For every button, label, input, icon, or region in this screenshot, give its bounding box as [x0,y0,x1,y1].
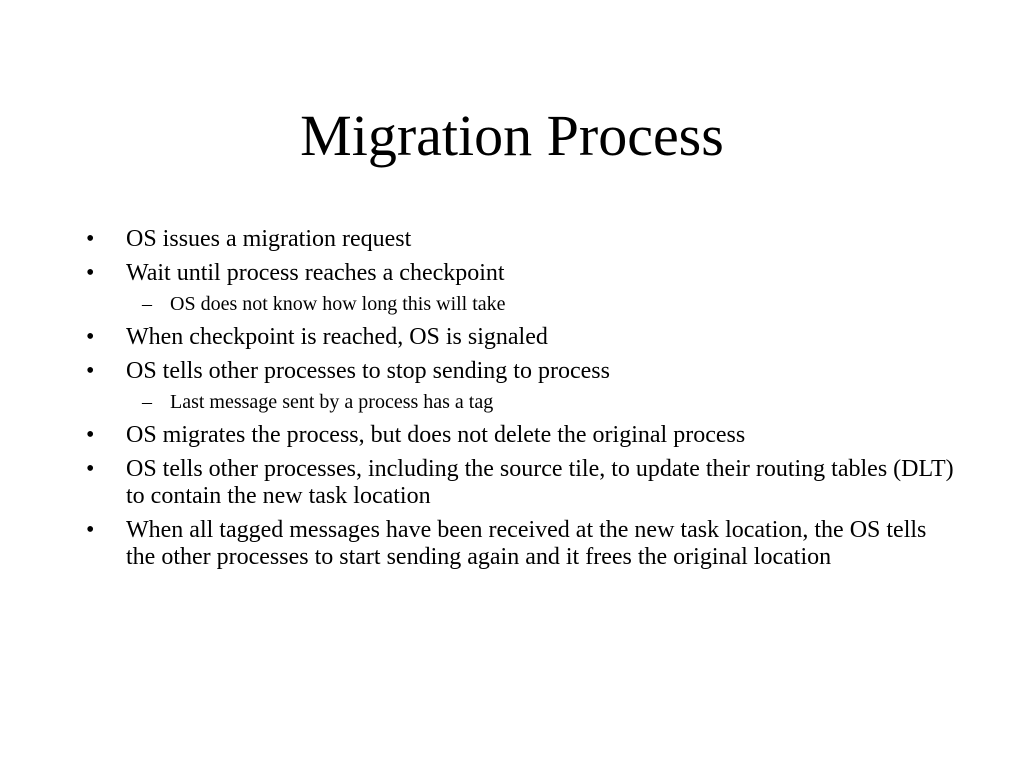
sub-bullet-item [84,390,954,414]
bullet-text: OS issues a migration request [126,226,412,252]
bullet-item [84,422,954,449]
bullet-text: When checkpoint is reached, OS is signaled [126,324,548,350]
bullet-marker: • [86,517,95,543]
bullet-item [84,260,954,287]
bullet-text: OS tells other processes to stop sending to process [126,358,610,384]
bullet-item [84,456,954,510]
sub-bullet-marker: – [142,391,152,413]
bullet-text: When all tagged messages have been received at the new task location, the OS tells the other processes to start sending again and it frees the original location [126,517,927,570]
bullet-text: OS migrates the process, but does not delete the original process [126,422,746,448]
bullet-marker: • [86,422,95,448]
sub-bullet-text: Last message sent by a process has a tag [170,391,494,413]
bullet-marker: • [86,456,95,482]
bullet-item [84,358,954,385]
bullet-item [84,517,954,571]
bullet-text: OS tells other processes, including the source tile, to update their routing tables (DLT) to contain the new task location [126,456,954,509]
bullet-item [84,226,954,253]
slide-title: Migration Process [300,103,724,168]
bullet-text: Wait until process reaches a checkpoint [126,260,505,286]
sub-bullet-item [84,292,954,316]
bullet-marker: • [86,358,95,384]
bullet-marker: • [86,260,95,286]
bullet-marker: • [86,226,95,252]
sub-bullet-marker: – [142,293,152,315]
bullet-marker: • [86,324,95,350]
bullet-list [84,226,954,578]
bullet-item [84,324,954,351]
sub-bullet-text: OS does not know how long this will take [170,293,506,315]
